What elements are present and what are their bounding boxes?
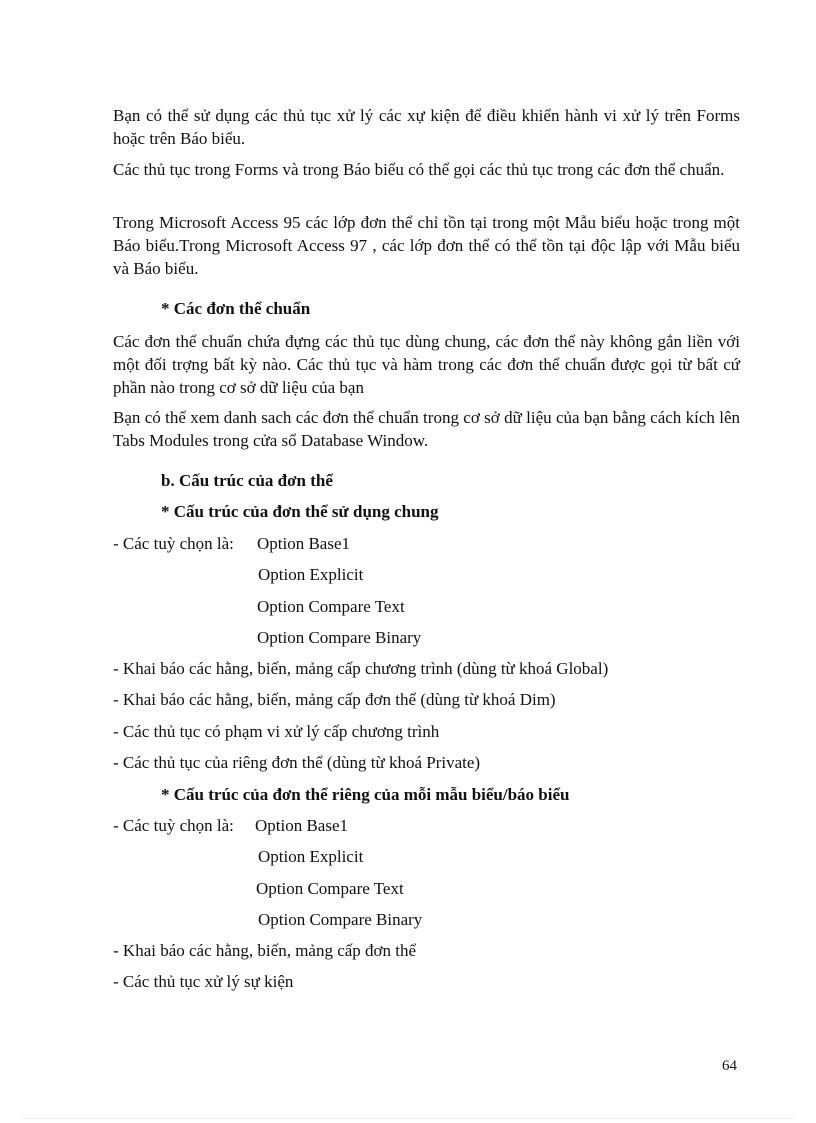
option-item: Option Explicit — [258, 565, 364, 584]
list-item: - Các thủ tục có phạm vi xử lý cấp chương trình — [113, 722, 440, 741]
list-item: - Khai báo các hằng, biến, mảng cấp đơn thể — [113, 941, 417, 960]
list-item: - Các thủ tục của riêng đơn thể (dùng từ khoá Private) — [113, 753, 481, 772]
heading-form-module-structure: * Cấu trúc của đơn thể riêng của mỗi mẫu biểu/báo biểu — [161, 785, 570, 804]
option-item: Option Compare Binary — [257, 628, 422, 647]
options-label: - Các tuỳ chọn là: — [113, 816, 234, 835]
option-item: Option Base1 — [257, 534, 351, 553]
options-label: - Các tuỳ chọn là: — [113, 534, 234, 553]
paragraph-form-procedures: Các thủ tục trong Forms và trong Báo biểu có thể gọi các thủ tục trong các đơn thể chuẩn. — [113, 160, 725, 179]
option-item: Option Compare Text — [257, 597, 405, 616]
list-item: - Các thủ tục xử lý sự kiện — [113, 972, 294, 991]
option-item: Option Base1 — [255, 816, 349, 835]
heading-general-module-structure: * Cấu trúc của đơn thể sử dụng chung — [161, 502, 439, 521]
list-item: - Khai báo các hằng, biến, mảng cấp chương trình (dùng từ khoá Global) — [113, 659, 609, 678]
page-bottom-divider — [22, 1118, 794, 1119]
option-item: Option Compare Binary — [258, 910, 423, 929]
paragraph-view-modules: Bạn có thể xem danh sach các đơn thể chuẩn trong cơ sở dữ liệu của bạn bằng cách kích lên Tabs Modules trong cửa sổ Database Window. — [113, 408, 740, 450]
list-item: - Khai báo các hằng, biến, mảng cấp đơn thể (dùng từ khoá Dim) — [113, 690, 556, 709]
paragraph-access-versions: Trong Microsoft Access 95 các lớp đơn thể chỉ tồn tại trong một Mẫu biểu hoặc trong một Báo biểu.Trong Microsoft Access 97 , các lớp đơn thể có thể tồn tại độc lập với Mẫu biểu và Báo biểu. — [113, 213, 740, 278]
heading-module-structure: b. Cấu trúc của đơn thể — [161, 471, 333, 490]
paragraph-standard-modules: Các đơn thể chuẩn chứa đựng các thủ tục dùng chung, các đơn thể này không gắn liền với một đối trợng bất kỳ nào. Các thủ tục và hàm trong các đơn thể chuẩn được gọi từ bất cứ phần nào trong cơ sở dữ liệu của bạn — [113, 332, 740, 397]
heading-standard-modules: * Các đơn thể chuẩn — [161, 299, 311, 318]
option-item: Option Compare Text — [256, 879, 404, 898]
page-number: 64 — [722, 1058, 737, 1074]
option-item: Option Explicit — [258, 847, 364, 866]
paragraph-event-procedures: Bạn có thể sử dụng các thủ tục xử lý các xự kiện để điều khiển hành vi xử lý trên Forms hoặc trên Báo biểu. — [113, 106, 740, 148]
